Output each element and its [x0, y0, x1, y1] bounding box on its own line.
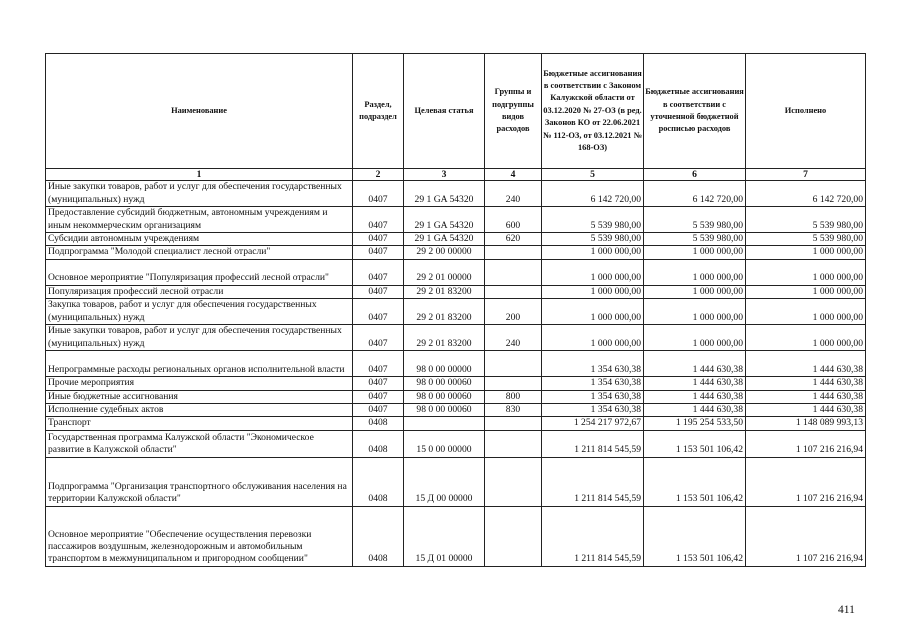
row-law-amount: 1 000 000,00: [542, 246, 644, 259]
row-target: 15 0 00 00000: [404, 430, 485, 457]
row-law-amount: 1 000 000,00: [542, 299, 644, 325]
row-done-amount: 1 444 630,38: [746, 390, 866, 403]
table-row: [46, 285, 866, 298]
budget-table: [45, 53, 866, 567]
row-section: 0407: [353, 181, 404, 207]
col-number: 5: [542, 169, 644, 181]
row-section: 0407: [353, 246, 404, 259]
row-name: Подпрограмма "Молодой специалист лесной отрасли": [46, 246, 353, 259]
row-refined-amount: 5 539 980,00: [644, 207, 746, 233]
row-section: 0408: [353, 457, 404, 506]
row-target: 29 2 01 83200: [404, 299, 485, 325]
row-law-amount: 5 539 980,00: [542, 207, 644, 233]
header-law: Бюджетные ассигнования в соответствии с Законом Калужской области от 03.12.2020 № 27-ОЗ (в ред. Законов КО от 22.06.2021 № 112-ОЗ, от 03.12.2021 № 168-ОЗ): [542, 54, 644, 169]
row-target: 98 0 00 00000: [404, 351, 485, 377]
row-target: [404, 417, 485, 430]
row-section: 0407: [353, 259, 404, 285]
table-row: [46, 377, 866, 390]
row-name: Иные закупки товаров, работ и услуг для обеспечения государственных (муниципальных) нужд: [46, 181, 353, 207]
row-target: 15 Д 00 00000: [404, 457, 485, 506]
row-law-amount: 1 211 814 545,59: [542, 430, 644, 457]
table-row: [46, 390, 866, 403]
row-law-amount: 1 211 814 545,59: [542, 457, 644, 506]
row-target: 29 1 GA 54320: [404, 207, 485, 233]
col-number: 3: [404, 169, 485, 181]
row-refined-amount: 1 444 630,38: [644, 377, 746, 390]
row-section: 0408: [353, 430, 404, 457]
row-name: Основное мероприятие "Популяризация профессий лесной отрасли": [46, 259, 353, 285]
header-done: Исполнено: [746, 54, 866, 169]
row-section: 0407: [353, 377, 404, 390]
row-group: [485, 351, 542, 377]
row-law-amount: 1 354 630,38: [542, 351, 644, 377]
row-target: 98 0 00 00060: [404, 377, 485, 390]
row-target: 29 1 GA 54320: [404, 233, 485, 246]
row-law-amount: 6 142 720,00: [542, 181, 644, 207]
row-section: 0407: [353, 404, 404, 417]
header-group: Группы и подгруппы видов расходов: [485, 54, 542, 169]
row-name: Непрограммные расходы региональных органов исполнительной власти: [46, 351, 353, 377]
row-refined-amount: 6 142 720,00: [644, 181, 746, 207]
row-group: [485, 377, 542, 390]
row-target: 98 0 00 00060: [404, 404, 485, 417]
row-section: 0407: [353, 351, 404, 377]
row-section: 0408: [353, 506, 404, 566]
page-number: 411: [838, 604, 855, 616]
row-done-amount: 5 539 980,00: [746, 233, 866, 246]
row-group: [485, 457, 542, 506]
row-name: Иные закупки товаров, работ и услуг для обеспечения государственных (муниципальных) нужд: [46, 325, 353, 351]
table-row: [46, 351, 866, 377]
header-name: Наименование: [46, 54, 353, 169]
row-name: Популяризация профессий лесной отрасли: [46, 285, 353, 298]
table-body: [46, 181, 866, 567]
row-refined-amount: 1 000 000,00: [644, 259, 746, 285]
header-section: Раздел, подраздел: [353, 54, 404, 169]
row-law-amount: 1 354 630,38: [542, 404, 644, 417]
row-done-amount: 1 107 216 216,94: [746, 430, 866, 457]
table-row: [46, 233, 866, 246]
row-refined-amount: 1 153 501 106,42: [644, 506, 746, 566]
row-law-amount: 1 211 814 545,59: [542, 506, 644, 566]
row-name: Предоставление субсидий бюджетным, автономным учреждениям и иным некоммерческим организациям: [46, 207, 353, 233]
row-done-amount: 1 000 000,00: [746, 325, 866, 351]
row-refined-amount: 1 153 501 106,42: [644, 430, 746, 457]
table-row: [46, 246, 866, 259]
table-row: [46, 404, 866, 417]
row-refined-amount: 1 000 000,00: [644, 325, 746, 351]
row-done-amount: 1 000 000,00: [746, 285, 866, 298]
row-done-amount: 5 539 980,00: [746, 207, 866, 233]
row-done-amount: 1 148 089 993,13: [746, 417, 866, 430]
col-number: 1: [46, 169, 353, 181]
row-name: Исполнение судебных актов: [46, 404, 353, 417]
row-refined-amount: 1 444 630,38: [644, 351, 746, 377]
row-name: Иные бюджетные ассигнования: [46, 390, 353, 403]
row-law-amount: 1 254 217 972,67: [542, 417, 644, 430]
table-row: [46, 506, 866, 566]
row-target: 29 2 01 83200: [404, 285, 485, 298]
row-refined-amount: 1 000 000,00: [644, 285, 746, 298]
table-row: [46, 430, 866, 457]
header-target: Целевая статья: [404, 54, 485, 169]
row-law-amount: 1 000 000,00: [542, 285, 644, 298]
row-done-amount: 1 444 630,38: [746, 404, 866, 417]
row-refined-amount: 5 539 980,00: [644, 233, 746, 246]
row-group: 620: [485, 233, 542, 246]
row-group: [485, 246, 542, 259]
row-done-amount: 1 444 630,38: [746, 377, 866, 390]
row-target: 29 2 01 00000: [404, 259, 485, 285]
row-name: Подпрограмма "Организация транспортного обслуживания населения на территории Калужской области": [46, 457, 353, 506]
row-section: 0407: [353, 325, 404, 351]
row-group: 240: [485, 181, 542, 207]
header-row: [46, 54, 866, 169]
row-refined-amount: 1 444 630,38: [644, 404, 746, 417]
row-group: 800: [485, 390, 542, 403]
row-law-amount: 1 354 630,38: [542, 377, 644, 390]
table-row: [46, 417, 866, 430]
row-law-amount: 1 000 000,00: [542, 259, 644, 285]
row-target: 98 0 00 00060: [404, 390, 485, 403]
row-group: 200: [485, 299, 542, 325]
table-row: [46, 259, 866, 285]
row-done-amount: 1 107 216 216,94: [746, 506, 866, 566]
row-done-amount: 1 444 630,38: [746, 351, 866, 377]
row-name: Субсидии автономным учреждениям: [46, 233, 353, 246]
row-target: 29 2 01 83200: [404, 325, 485, 351]
row-section: 0407: [353, 207, 404, 233]
row-section: 0407: [353, 390, 404, 403]
table-row: [46, 325, 866, 351]
row-group: [485, 506, 542, 566]
row-refined-amount: 1 153 501 106,42: [644, 457, 746, 506]
row-done-amount: 6 142 720,00: [746, 181, 866, 207]
row-group: [485, 259, 542, 285]
row-law-amount: 1 354 630,38: [542, 390, 644, 403]
row-group: 600: [485, 207, 542, 233]
table-row: [46, 207, 866, 233]
header-refined: Бюджетные ассигнования в соответствии с уточненной бюджетной росписью расходов: [644, 54, 746, 169]
row-section: 0408: [353, 417, 404, 430]
row-group: [485, 417, 542, 430]
row-section: 0407: [353, 233, 404, 246]
table-row: [46, 299, 866, 325]
table-row: [46, 181, 866, 207]
table-row: [46, 457, 866, 506]
row-refined-amount: 1 195 254 533,50: [644, 417, 746, 430]
row-refined-amount: 1 444 630,38: [644, 390, 746, 403]
row-done-amount: 1 107 216 216,94: [746, 457, 866, 506]
row-target: 29 1 GA 54320: [404, 181, 485, 207]
row-section: 0407: [353, 299, 404, 325]
row-target: 29 2 00 00000: [404, 246, 485, 259]
row-name: Основное мероприятие "Обеспечение осуществления перевозки пассажиров воздушным, железнодорожным и автомобильным транспортом в межмуниципальном и пригородном сообщении": [46, 506, 353, 566]
col-number: 4: [485, 169, 542, 181]
row-law-amount: 1 000 000,00: [542, 325, 644, 351]
row-refined-amount: 1 000 000,00: [644, 299, 746, 325]
column-number-row: [46, 169, 866, 181]
row-group: [485, 285, 542, 298]
row-refined-amount: 1 000 000,00: [644, 246, 746, 259]
col-number: 2: [353, 169, 404, 181]
row-section: 0407: [353, 285, 404, 298]
row-name: Прочие мероприятия: [46, 377, 353, 390]
row-name: Государственная программа Калужской области "Экономическое развитие в Калужской области": [46, 430, 353, 457]
row-name: Транспорт: [46, 417, 353, 430]
row-name: Закупка товаров, работ и услуг для обеспечения государственных (муниципальных) нужд: [46, 299, 353, 325]
row-target: 15 Д 01 00000: [404, 506, 485, 566]
col-number: 7: [746, 169, 866, 181]
row-group: 830: [485, 404, 542, 417]
row-done-amount: 1 000 000,00: [746, 246, 866, 259]
row-group: 240: [485, 325, 542, 351]
col-number: 6: [644, 169, 746, 181]
row-done-amount: 1 000 000,00: [746, 299, 866, 325]
row-done-amount: 1 000 000,00: [746, 259, 866, 285]
row-law-amount: 5 539 980,00: [542, 233, 644, 246]
row-group: [485, 430, 542, 457]
